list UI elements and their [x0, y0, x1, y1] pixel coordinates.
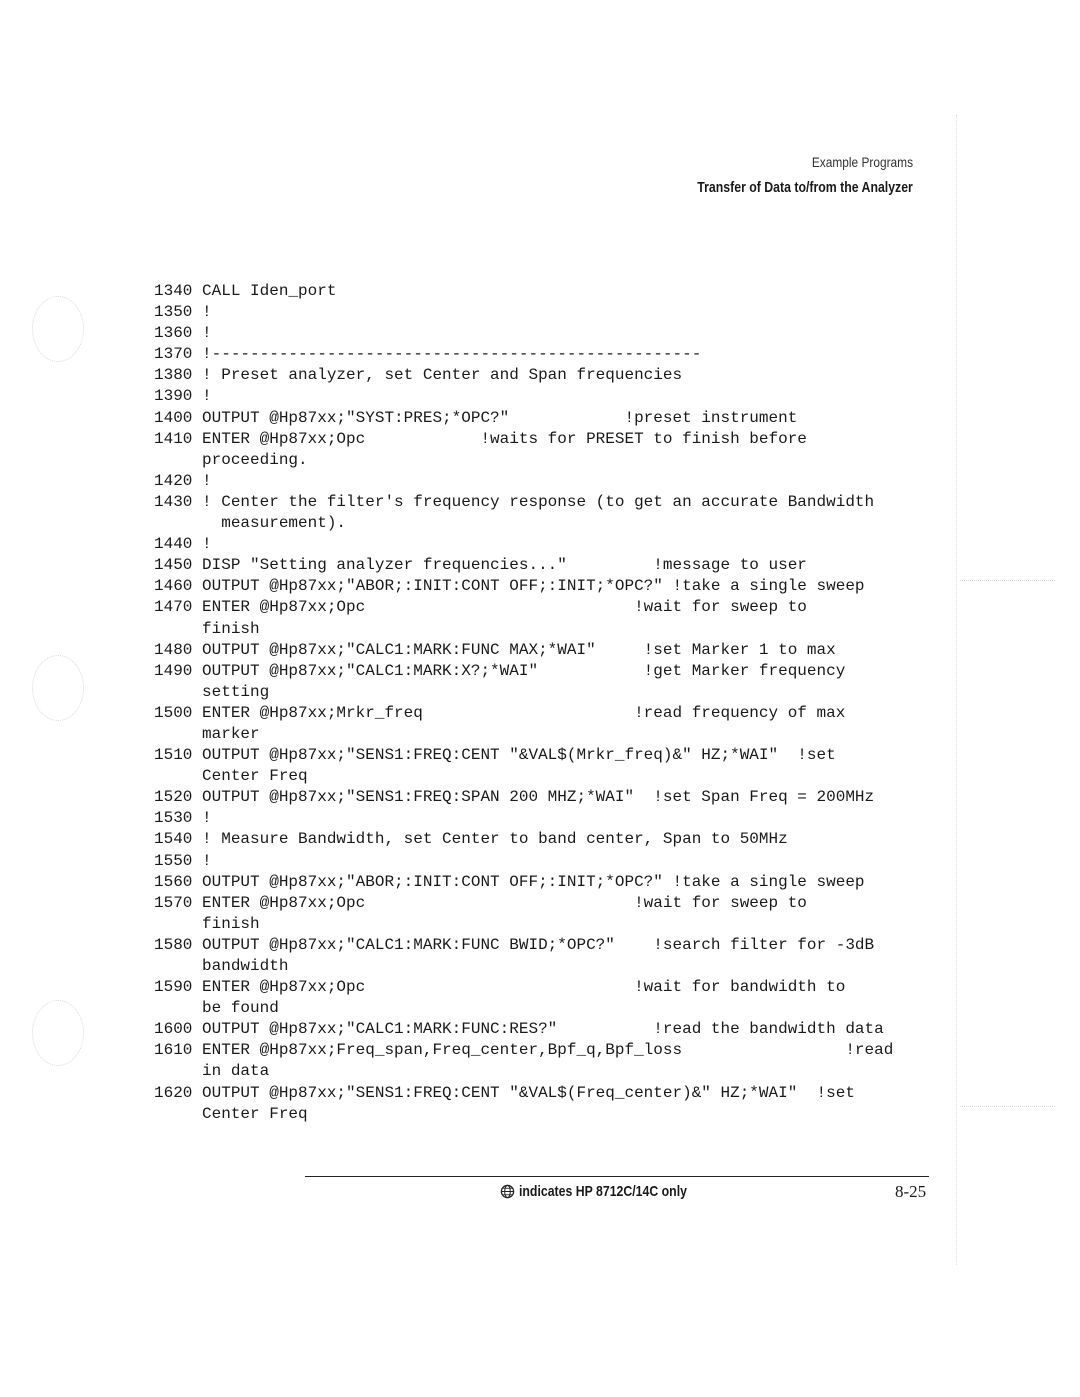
code-line: 1490 OUTPUT @Hp87xx;"CALC1:MARK:X?;*WAI" !get Marker frequency: [154, 661, 846, 680]
code-line: 1440 !: [154, 535, 212, 554]
code-line: 1480 OUTPUT @Hp87xx;"CALC1:MARK:FUNC MAX;*WAI" !set Marker 1 to max: [154, 640, 836, 659]
code-line: 1410 ENTER @Hp87xx;Opc !waits for PRESET to finish before: [154, 429, 807, 448]
code-line: bandwidth: [154, 957, 289, 975]
code-listing: [154, 281, 944, 1125]
code-line: 1510 OUTPUT @Hp87xx;"SENS1:FREQ:CENT "&VAL$(Mrkr_freq)&" HZ;*WAI" !set: [154, 746, 836, 765]
code-line: 1370 !---------------------------------------------------: [154, 345, 702, 364]
code-line: 1350 !: [154, 303, 212, 322]
code-line: Center Freq: [154, 767, 308, 786]
footer-note: [500, 1183, 724, 1200]
code-line: 1580 OUTPUT @Hp87xx;"CALC1:MARK:FUNC BWID;*OPC?" !search filter for -3dB: [154, 935, 875, 954]
code-line: in data: [154, 1062, 270, 1081]
code-line: 1530 !: [154, 809, 212, 828]
code-line: 1590 ENTER @Hp87xx;Opc !wait for bandwidth to: [154, 978, 846, 997]
code-line: 1520 OUTPUT @Hp87xx;"SENS1:FREQ:SPAN 200 MHZ;*WAI" !set Span Freq = 200MHz: [154, 788, 875, 807]
code-line: setting: [154, 682, 270, 701]
punch-hole: [32, 296, 84, 362]
code-line: 1390 !: [154, 387, 212, 406]
page-number: 8-25: [895, 1182, 927, 1201]
code-line: 1430 ! Center the filter's frequency response (to get an accurate Bandwidth: [154, 492, 875, 511]
punch-hole: [32, 655, 84, 721]
page-edge-mark: [960, 1106, 1055, 1107]
code-line: marker: [154, 724, 260, 743]
code-line: 1620 OUTPUT @Hp87xx;"SENS1:FREQ:CENT "&VAL$(Freq_center)&" HZ;*WAI" !set: [154, 1083, 855, 1102]
code-line: 1550 !: [154, 851, 212, 870]
code-line: 1500 ENTER @Hp87xx;Mrkr_freq !read frequency of max: [154, 703, 846, 722]
globe-icon: [500, 1184, 515, 1199]
page-edge-mark: [960, 580, 1055, 581]
code-line: 1540 ! Measure Bandwidth, set Center to band center, Span to 50MHz: [154, 830, 788, 849]
code-line: 1600 OUTPUT @Hp87xx;"CALC1:MARK:FUNC:RES?" !read the bandwidth data: [154, 1020, 884, 1039]
code-line: Center Freq: [154, 1104, 308, 1123]
page-title: Transfer of Data to/from the Analyzer: [697, 179, 913, 196]
code-line: 1610 ENTER @Hp87xx;Freq_span,Freq_center,Bpf_q,Bpf_loss !read: [154, 1041, 894, 1060]
code-line: finish: [154, 619, 260, 638]
page-edge: [956, 115, 957, 1265]
section-label: Example Programs: [811, 154, 913, 170]
code-line: measurement).: [154, 514, 347, 533]
code-line: 1470 ENTER @Hp87xx;Opc !wait for sweep to: [154, 598, 807, 617]
code-line: 1570 ENTER @Hp87xx;Opc !wait for sweep to: [154, 893, 807, 912]
code-line: 1460 OUTPUT @Hp87xx;"ABOR;:INIT:CONT OFF;:INIT;*OPC?" !take a single sweep: [154, 577, 865, 596]
code-line: 1560 OUTPUT @Hp87xx;"ABOR;:INIT:CONT OFF;:INIT;*OPC?" !take a single sweep: [154, 872, 865, 891]
code-line: 1420 !: [154, 471, 212, 490]
code-line: finish: [154, 914, 260, 933]
code-line: 1450 DISP "Setting analyzer frequencies..." !message to user: [154, 556, 807, 575]
footer-divider: [305, 1176, 929, 1177]
code-line: 1360 !: [154, 324, 212, 343]
code-line: 1340 CALL Iden_port: [154, 282, 337, 300]
code-line: 1400 OUTPUT @Hp87xx;"SYST:PRES;*OPC?" !preset instrument: [154, 408, 798, 427]
code-line: proceeding.: [154, 450, 308, 469]
code-line: 1380 ! Preset analyzer, set Center and Span frequencies: [154, 366, 683, 385]
code-line: be found: [154, 999, 279, 1018]
punch-hole: [32, 1000, 84, 1066]
footer-note-text: indicates HP 8712C/14C only: [519, 1183, 687, 1200]
